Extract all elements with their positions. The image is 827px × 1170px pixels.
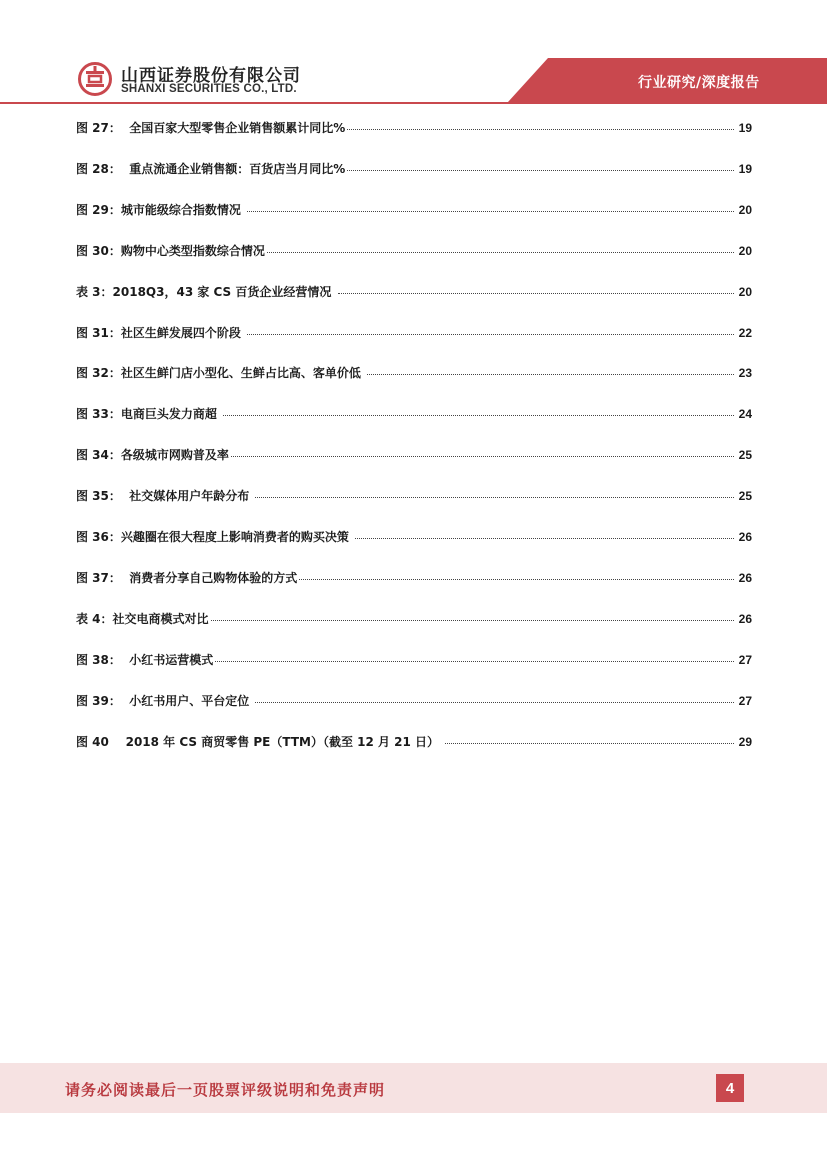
toc-entry-page: 20 xyxy=(738,243,752,258)
toc-entry[interactable] xyxy=(76,528,752,550)
toc-dot-leader xyxy=(267,242,734,253)
toc-dot-leader xyxy=(255,692,734,703)
toc-dot-leader xyxy=(355,528,734,539)
toc-entry[interactable] xyxy=(76,283,752,305)
toc-dot-leader xyxy=(231,446,734,457)
toc-entry-label: 图 35： 社交媒体用户年龄分布 xyxy=(76,489,254,504)
toc-entry-label: 图 31：社区生鲜发展四个阶段 xyxy=(76,325,246,340)
toc-dot-leader xyxy=(223,405,734,416)
toc-dot-leader xyxy=(299,569,734,580)
toc-entry-page: 24 xyxy=(738,407,752,422)
toc-entry[interactable] xyxy=(76,324,752,346)
company-name-en: SHANXI SECURITIES CO., LTD. xyxy=(121,83,297,95)
toc-entry-page: 26 xyxy=(738,611,752,626)
toc-dot-leader xyxy=(255,487,734,498)
toc-entry[interactable] xyxy=(76,405,752,427)
toc-dot-leader xyxy=(338,283,734,294)
toc-entry[interactable] xyxy=(76,487,752,509)
toc-entry-label: 图 33：电商巨头发力商超 xyxy=(76,407,222,422)
toc-entry-page: 23 xyxy=(738,366,752,381)
toc-entry[interactable] xyxy=(76,119,752,141)
toc-entry-page: 20 xyxy=(738,202,752,217)
toc-entry-label: 图 32：社区生鲜门店小型化、生鲜占比高、客单价低 xyxy=(76,366,366,381)
toc-entry-page: 27 xyxy=(738,652,752,667)
toc-entry-label: 图 34：各级城市网购普及率 xyxy=(76,448,229,463)
toc-dot-leader xyxy=(211,610,734,621)
toc-entry[interactable] xyxy=(76,733,752,755)
toc-entry-page: 29 xyxy=(738,734,752,749)
toc-entry-page: 27 xyxy=(738,693,752,708)
toc-dot-leader xyxy=(247,324,734,335)
toc-dot-leader xyxy=(347,119,734,130)
toc-entry-page: 25 xyxy=(738,448,752,463)
toc-entry[interactable] xyxy=(76,651,752,673)
toc-dot-leader xyxy=(347,160,734,171)
toc-entry-label: 图 30：购物中心类型指数综合情况 xyxy=(76,243,265,258)
toc-dot-leader xyxy=(215,651,734,662)
toc-entry-page: 26 xyxy=(738,530,752,544)
toc-entry-label: 图 39： 小红书用户、平台定位 xyxy=(76,693,254,708)
toc-entry-label: 图 36：兴趣圈在很大程度上影响消费者的购买决策 xyxy=(76,530,354,544)
toc-entry[interactable] xyxy=(76,569,752,591)
toc-entry-label: 图 38： 小红书运营模式 xyxy=(76,652,214,667)
toc-entry[interactable] xyxy=(76,446,752,468)
toc-entry-label: 表 4：社交电商模式对比 xyxy=(76,611,209,626)
toc-entry[interactable] xyxy=(76,160,752,182)
toc-entry-page: 26 xyxy=(738,570,752,585)
page-header xyxy=(0,0,827,106)
toc-dot-leader xyxy=(445,733,734,744)
toc-entry-page: 19 xyxy=(738,121,752,135)
page-number: 4 xyxy=(716,1074,744,1102)
toc-entry-page: 20 xyxy=(738,284,752,299)
toc-entry-label: 图 27： 全国百家大型零售企业销售额累计同比% xyxy=(76,121,346,135)
toc-entry[interactable] xyxy=(76,610,752,632)
toc-entry-label: 图 37： 消费者分享自己购物体验的方式 xyxy=(76,570,298,585)
toc-entry-label: 图 28： 重点流通企业销售额：百货店当月同比% xyxy=(76,161,346,176)
toc-entry-label: 图 29：城市能级综合指数情况 xyxy=(76,202,246,217)
company-name-cn: 山西证券股份有限公司 xyxy=(121,66,301,86)
toc-entry[interactable] xyxy=(76,201,752,223)
footer-disclaimer: 请务必阅读最后一页股票评级说明和免责声明 xyxy=(65,1081,386,1099)
toc-dot-leader xyxy=(247,201,734,212)
shanxi-securities-logo-icon xyxy=(78,62,112,96)
toc-entry[interactable] xyxy=(76,242,752,264)
toc-entry-page: 25 xyxy=(738,489,752,504)
toc-entry-label: 图 40 2018 年 CS 商贸零售 PE（TTM）（截至 12 月 21 日） xyxy=(76,734,444,749)
toc-entry-label: 表 3：2018Q3，43 家 CS 百货企业经营情况 xyxy=(76,284,336,299)
report-type-label: 行业研究/深度报告 xyxy=(638,75,760,91)
toc-entry-page: 22 xyxy=(738,325,752,340)
header-divider xyxy=(0,102,827,104)
toc-dot-leader xyxy=(367,364,734,375)
toc-entry[interactable] xyxy=(76,692,752,714)
toc-entry[interactable] xyxy=(76,364,752,386)
toc-entry-page: 19 xyxy=(738,161,752,176)
